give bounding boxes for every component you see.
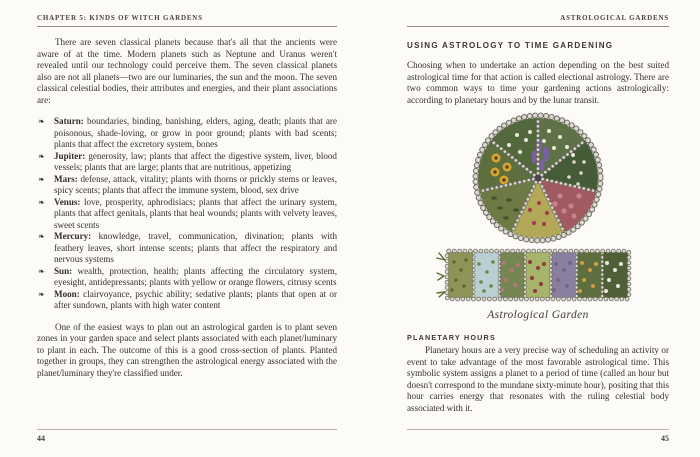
planet-name: Sun: <box>54 265 73 276</box>
planet-text: love, prosperity, aphrodisiacs; plants that affect the urinary system, plants that affect genitals, plants that heal wounds; plants with velvety leaves, sweet scents <box>54 196 337 230</box>
planet-name: Moon: <box>54 288 80 299</box>
left-page <box>37 14 337 443</box>
left-footer-rule <box>37 429 337 430</box>
list-item <box>37 266 337 289</box>
section-heading: USING ASTROLOGY TO TIME GARDENING <box>407 41 614 50</box>
list-item <box>37 197 337 232</box>
planet-name: Saturn: <box>54 116 84 126</box>
strip-sprigs <box>437 253 445 297</box>
fleuron-bullet-icon: ❧ <box>38 117 45 126</box>
planet-name: Mars: <box>54 173 78 184</box>
garden-wheel <box>476 116 601 241</box>
intro-paragraph: There are seven classical planets because that's all that the ancients were aware of at the time. Modern planets such as Neptune and Uranus weren't revealed until our technology could perceive them. The seven classical planets also are not all planets—two are our luminaries, the sun and the moon. The seven classical celestial bodies, their attributes and energies, and their plant associations are: <box>37 37 337 105</box>
planet-name: Jupiter: <box>54 150 86 161</box>
list-item <box>37 151 337 174</box>
planet-text: generosity, law; plants that affect the digestive system, liver, blood vessels; plants that are large; plants that are nutritious, appetizing <box>54 150 337 172</box>
planet-text: defense, attack, vitality; plants with thorns or prickly stems or leaves, spicy scents; plants that affect the immune system, blood, sex drive <box>54 173 337 195</box>
right-intro-paragraph: Choosing when to undertake an action depending on the best suited astrological time for that action is called electional astrology. There are two common ways to time your gardening actions astrologically: according to planetary hours and by the lunar transit. <box>407 60 669 105</box>
planetary-hours-heading: PLANETARY HOURS <box>407 333 496 342</box>
right-head-rule <box>407 26 669 27</box>
garden-illustration-svg <box>408 110 668 302</box>
right-page-number: 45 <box>661 434 669 443</box>
list-item <box>37 116 337 151</box>
planet-text: boundaries, binding, banishing, elders, aging, death; plants that are poisonous, shade-loving, or grow in poor ground; plants with bad scents; plants that affect the excretory system, bones <box>54 116 338 149</box>
left-head-rule <box>37 26 337 27</box>
fleuron-bullet-icon: ❧ <box>38 151 45 161</box>
list-item <box>37 289 337 312</box>
right-footer-rule <box>407 429 669 430</box>
fleuron-bullet-icon: ❧ <box>38 174 45 184</box>
list-item <box>37 231 337 266</box>
planet-text: knowledge, travel, communication, divination; plants with feathery leaves, short intense scents; plants that affect the respiratory and nervous systems <box>54 231 337 264</box>
wheel-center-ornament <box>535 175 542 182</box>
planet-name: Venus: <box>54 196 81 207</box>
fleuron-bullet-icon: ❧ <box>38 266 45 276</box>
fleuron-bullet-icon: ❧ <box>38 197 45 207</box>
planetary-hours-paragraph: Planetary hours are a very precise way of scheduling an activity or event to take advantage of the most favorable astrological time. This symbolic system assigns a planet to a period of time (called an hour but doesn't correspond to the mundane sixty-minute hour), positing that this hour carries energy that resonates with the ruling celestial body associated with it. <box>407 345 669 413</box>
planet-list <box>37 116 337 312</box>
strip-cell-3 <box>525 252 551 298</box>
astrological-garden-illustration <box>408 110 668 321</box>
right-running-head: ASTROLOGICAL GARDENS <box>560 14 669 22</box>
strip-cell-1 <box>474 252 500 298</box>
illustration-caption: Astrological Garden <box>487 309 589 321</box>
closing-paragraph: One of the easiest ways to plan out an astrological garden is to plant seven zones in your garden space and select plants associated with each planet/luminary to plant in each. The outcome of this is a good cross-section of plants. Planted together in groups, they can strengthen the astrological energy associated with the planet/luminary they're classified under. <box>37 321 337 378</box>
list-item <box>37 174 337 197</box>
fleuron-bullet-icon: ❧ <box>38 289 45 299</box>
fleuron-bullet-icon: ❧ <box>38 232 45 241</box>
left-page-number: 44 <box>37 434 45 443</box>
left-running-head: CHAPTER 5: KINDS OF WITCH GARDENS <box>37 14 203 22</box>
garden-strip <box>437 251 629 299</box>
right-page <box>407 14 669 443</box>
planet-text: wealth, protection, health; plants affecting the circulatory system, eyesight, antidepressants; plants with yellow or orange flowers, citrusy scents <box>54 265 337 287</box>
left-body <box>37 37 337 379</box>
planet-text: clairvoyance, psychic ability; sedative plants; plants that open at or after sundown, plants with high water content <box>54 288 337 310</box>
planet-name: Mercury: <box>54 231 92 241</box>
